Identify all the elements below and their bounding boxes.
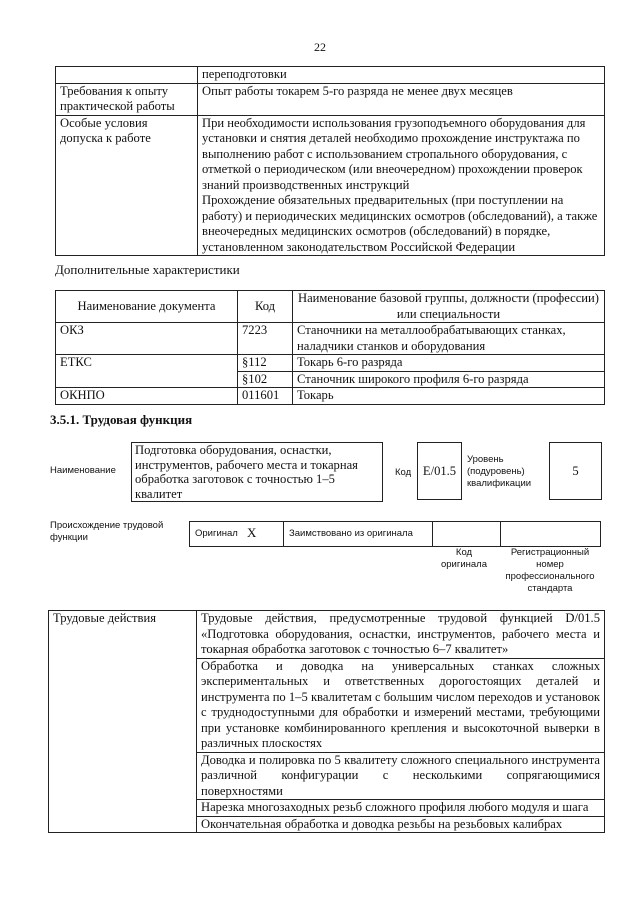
requirement-label: Особые условия допуска к работе: [56, 115, 198, 256]
name-cell: Токарь: [293, 388, 605, 405]
name-cell: Станочник широкого профиля 6-го разряда: [293, 371, 605, 388]
table-row: [56, 67, 605, 84]
code-cell: 7223: [238, 323, 293, 355]
actions-table: [48, 610, 605, 833]
borrowed-label: Заимствовано из оригинала: [289, 528, 413, 539]
level-value-box: 5: [549, 442, 602, 500]
action-item: Трудовые действия, предусмотренные трудовой функцией D/01.5 «Подготовка оборудования, оснастки, инструментов, рабочего места и токарная обработка заготовок с точностью 6–7 квалитет»: [197, 611, 605, 659]
function-title: 3.5.1. Трудовая функция: [50, 412, 193, 427]
action-item: Обработка и доводка на универсальных станках сложных экспериментальных и ответственных дорогостоящих деталей и инструмента по 1–5 квалитетам с большим числом переходов и установок с труднодоступными для обработки и измерений местами, требующими при установке комбинированного крепления и высокоточной выверки в различных плоскостях: [197, 658, 605, 752]
column-header: Наименование документа: [56, 291, 238, 323]
table-row: [56, 115, 605, 256]
requirement-label: [56, 67, 198, 84]
requirement-label: Требования к опыту практической работы: [56, 83, 198, 115]
name-cell: Токарь 6-го разряда: [293, 355, 605, 372]
origin-row: [189, 521, 601, 547]
table-row: [56, 323, 605, 355]
divider: [500, 522, 501, 546]
original-mark: X: [247, 525, 257, 540]
level-label: Уровень (подуровень) квалификации: [467, 454, 532, 489]
actions-label: Трудовые действия: [49, 611, 197, 833]
function-name-box: Подготовка оборудования, оснастки, инструментов, рабочего места и токарная обработка заготовок с точностью 1–5 квалитет: [131, 442, 383, 502]
code-cell: §102: [238, 371, 293, 388]
action-item: Окончательная обработка и доводка резьбы на резьбовых калибрах: [197, 816, 605, 833]
table-header-row: [56, 291, 605, 323]
name-cell: Станочники на металлообрабатывающих станках, наладчики станков и оборудования: [293, 323, 605, 355]
requirement-value: [198, 115, 605, 256]
doc-cell: ОКЗ: [56, 323, 238, 355]
additional-table: [55, 290, 605, 405]
doc-cell: ЕТКС: [56, 355, 238, 388]
doc-cell: ОКНПО: [56, 388, 238, 405]
action-item: Доводка и полировка по 5 квалитету сложного специального инструмента различной конфигурации с несколькими сопрягающимися поверхностями: [197, 752, 605, 800]
action-item: Нарезка многозаходных резьб сложного профиля любого модуля и шага: [197, 800, 605, 817]
function-code-box: E/01.5: [417, 442, 462, 500]
reg-number-label: Регистрационный номер профессионального стандарта: [505, 547, 595, 594]
page-number: 22: [314, 40, 326, 54]
table-row: [56, 355, 605, 372]
original-label: Оригинал: [195, 528, 238, 539]
column-header: Наименование базовой группы, должности (профессии) или специальности: [293, 291, 605, 323]
table-row: [56, 388, 605, 405]
divider: [432, 522, 433, 546]
code-cell: 011601: [238, 388, 293, 405]
table-row: [49, 611, 605, 659]
requirement-paragraph: При необходимости использования грузоподъемного оборудования для установки и снятия деталей необходимо прохождение инструктажа по выполнению работ с использованием стропального оборудования, с отметкой о периодическом (или внеочередном) прохождении проверок знаний производственных инструкций: [202, 115, 586, 192]
divider: [283, 522, 284, 546]
requirement-value: переподготовки: [198, 67, 605, 84]
code-label: Код: [395, 467, 412, 478]
requirements-table: [55, 66, 605, 256]
requirement-paragraph: Прохождение обязательных предварительных (при поступлении на работу) и периодических медицинских осмотров (обследований), а также внеочередных медицинских осмотров (обследований) в порядке, установленном законодательством Российской Федерации: [202, 193, 598, 254]
table-row: [56, 83, 605, 115]
origin-label: Происхождение трудовой функции: [50, 520, 164, 543]
code-original-label: Код оригинала: [440, 547, 487, 570]
requirement-value: Опыт работы токарем 5-го разряда не менее двух месяцев: [198, 83, 605, 115]
code-cell: §112: [238, 355, 293, 372]
name-label: Наименование: [50, 465, 116, 476]
column-header: Код: [238, 291, 293, 323]
additional-title: Дополнительные характеристики: [55, 262, 240, 277]
